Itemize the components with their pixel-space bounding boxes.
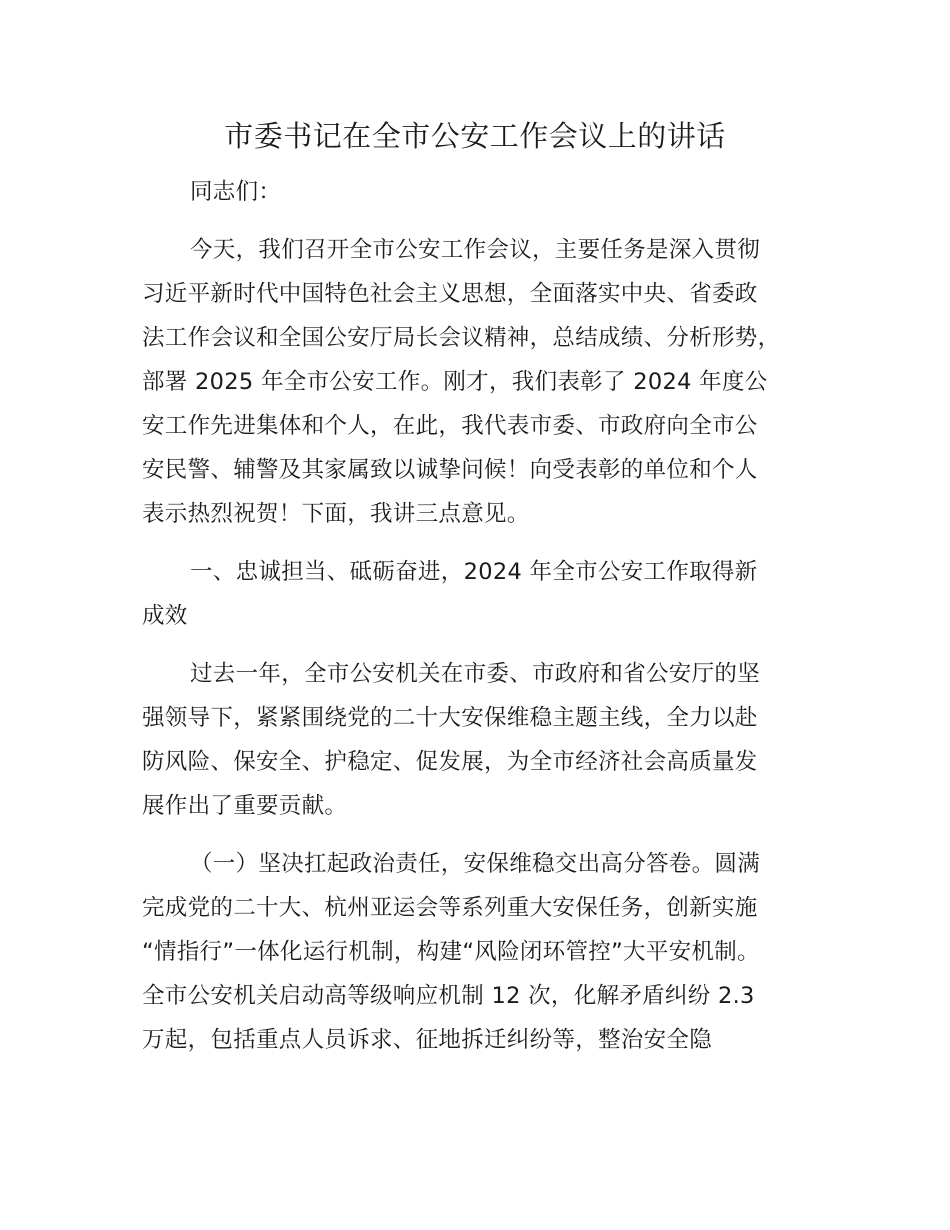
salutation: 同志们： [190,179,282,205]
paragraph-line: 表示热烈祝贺！下面，我讲三点意见。 [142,501,530,527]
paragraph-line: 强领导下，紧紧围绕党的二十大安保维稳主题主线，全力以赴 [142,705,758,731]
paragraph-line: 过去一年，全市公安机关在市委、市政府和省公安厅的坚 [190,661,761,687]
paragraph-line: 安民警、辅警及其家属致以诚挚问候！向受表彰的单位和个人 [142,457,758,483]
paragraph-line: 完成党的二十大、杭州亚运会等系列重大安保任务，创新实施 [142,895,758,921]
paragraph-line: 法工作会议和全国公安厅局长会议精神，总结成绩、分析形势， [142,325,781,351]
section-heading-1 [142,550,832,638]
document-title: 市委书记在全市公安工作会议上的讲话 [224,119,726,153]
paragraph-line: 全市公安机关启动高等级响应机制 12 次，化解矛盾纠纷 2.3 [142,983,755,1009]
paragraph-line: 防风险、保安全、护稳定、促发展，为全市经济社会高质量发 [142,749,758,775]
paragraph-line: 今天，我们召开全市公安工作会议，主要任务是深入贯彻 [190,237,761,263]
paragraph-line: 展作出了重要贡献。 [142,793,348,819]
paragraph-line: 习近平新时代中国特色社会主义思想，全面落实中央、省委政 [142,281,758,307]
paragraph-line: 万起，包括重点人员诉求、征地拆迁纠纷等，整治安全隐 [142,1027,713,1053]
paragraph-line: （一）坚决扛起政治责任，安保维稳交出高分答卷。圆满 [190,851,761,877]
document-body [142,170,832,1062]
paragraph-1 [142,228,832,536]
heading-line: 成效 [142,603,188,629]
paragraph-line: “情指行”一体化运行机制，构建“风险闭环管控”大平安机制。 [142,939,760,965]
paragraph-3 [142,842,832,1062]
heading-line: 一、忠诚担当、砥砺奋进，2024 年全市公安工作取得新 [190,559,758,585]
paragraph-line: 部署 2025 年全市公安工作。刚才，我们表彰了 2024 年度公 [142,369,768,395]
paragraph-2 [142,652,832,828]
paragraph-line: 安工作先进集体和个人，在此，我代表市委、市政府向全市公 [142,413,758,439]
